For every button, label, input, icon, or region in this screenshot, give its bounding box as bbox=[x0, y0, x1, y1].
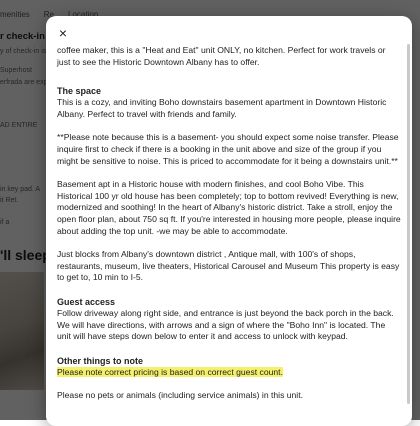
close-icon: × bbox=[58, 25, 68, 41]
pricing-note bbox=[57, 367, 401, 379]
space-paragraph: This is a cozy, and inviting Boho downstairs basement apartment in Downtown Historic Albany. Perfect to travel with friends and family. bbox=[57, 97, 387, 119]
other-notes-heading: Other things to note bbox=[57, 355, 143, 366]
history-paragraph: Basement apt in a Historic house with modern finishes, and cool Boho Vibe. This Historical 100 yr old house has been completely; top to bottom revived! Everything is new, modernized and soothing! In the heart of Albany's historic district. Take a stroll, enjoy the open floor plan, about 750 sq ft. If you're interested in housing more people, please inquire about adding the top unit. -we may be able to accommodate. bbox=[57, 179, 401, 236]
location-paragraph: Just blocks from Albany's downtown district , Antique mall, with 100's of shops, restaurants, museum, live theaters, Historical Carousel and Museum This property is easy to get to, 10 min to I-5. bbox=[57, 249, 400, 283]
noise-note-paragraph: **Please note because this is a basement- you should expect some noise transfer. Please inquire first to check if there is a booking in the unit above and size of the group if you might be sensitive to noise. This is priced to accommodate for it being a downstairs unit.** bbox=[57, 132, 399, 166]
space-heading: The space bbox=[57, 86, 102, 97]
modal-scrollbar[interactable] bbox=[407, 44, 410, 404]
close-button[interactable] bbox=[55, 25, 71, 41]
pets-note: Please no pets or animals (including service animals) in this unit. bbox=[57, 390, 303, 401]
intro-paragraph: coffee maker, this is a "Heat and Eat" unit ONLY, no kitchen. Perfect for work travels or just to see the Historic Downtown Albany has to offer. bbox=[57, 45, 386, 67]
description-content bbox=[57, 45, 401, 402]
guest-access-heading: Guest access bbox=[57, 296, 116, 307]
description-modal bbox=[46, 16, 412, 426]
guest-access-paragraph: Follow driveway along right side, and entrance is just beyond the back porch in the back. We will have directions, with arrows and a sign of where the "Boho Inn" is located. The unit will have steps down below to enter it and access to unlock with keypad. bbox=[57, 307, 394, 342]
pricing-note-highlight: Please note correct pricing is based on correct guest count. bbox=[57, 366, 283, 377]
